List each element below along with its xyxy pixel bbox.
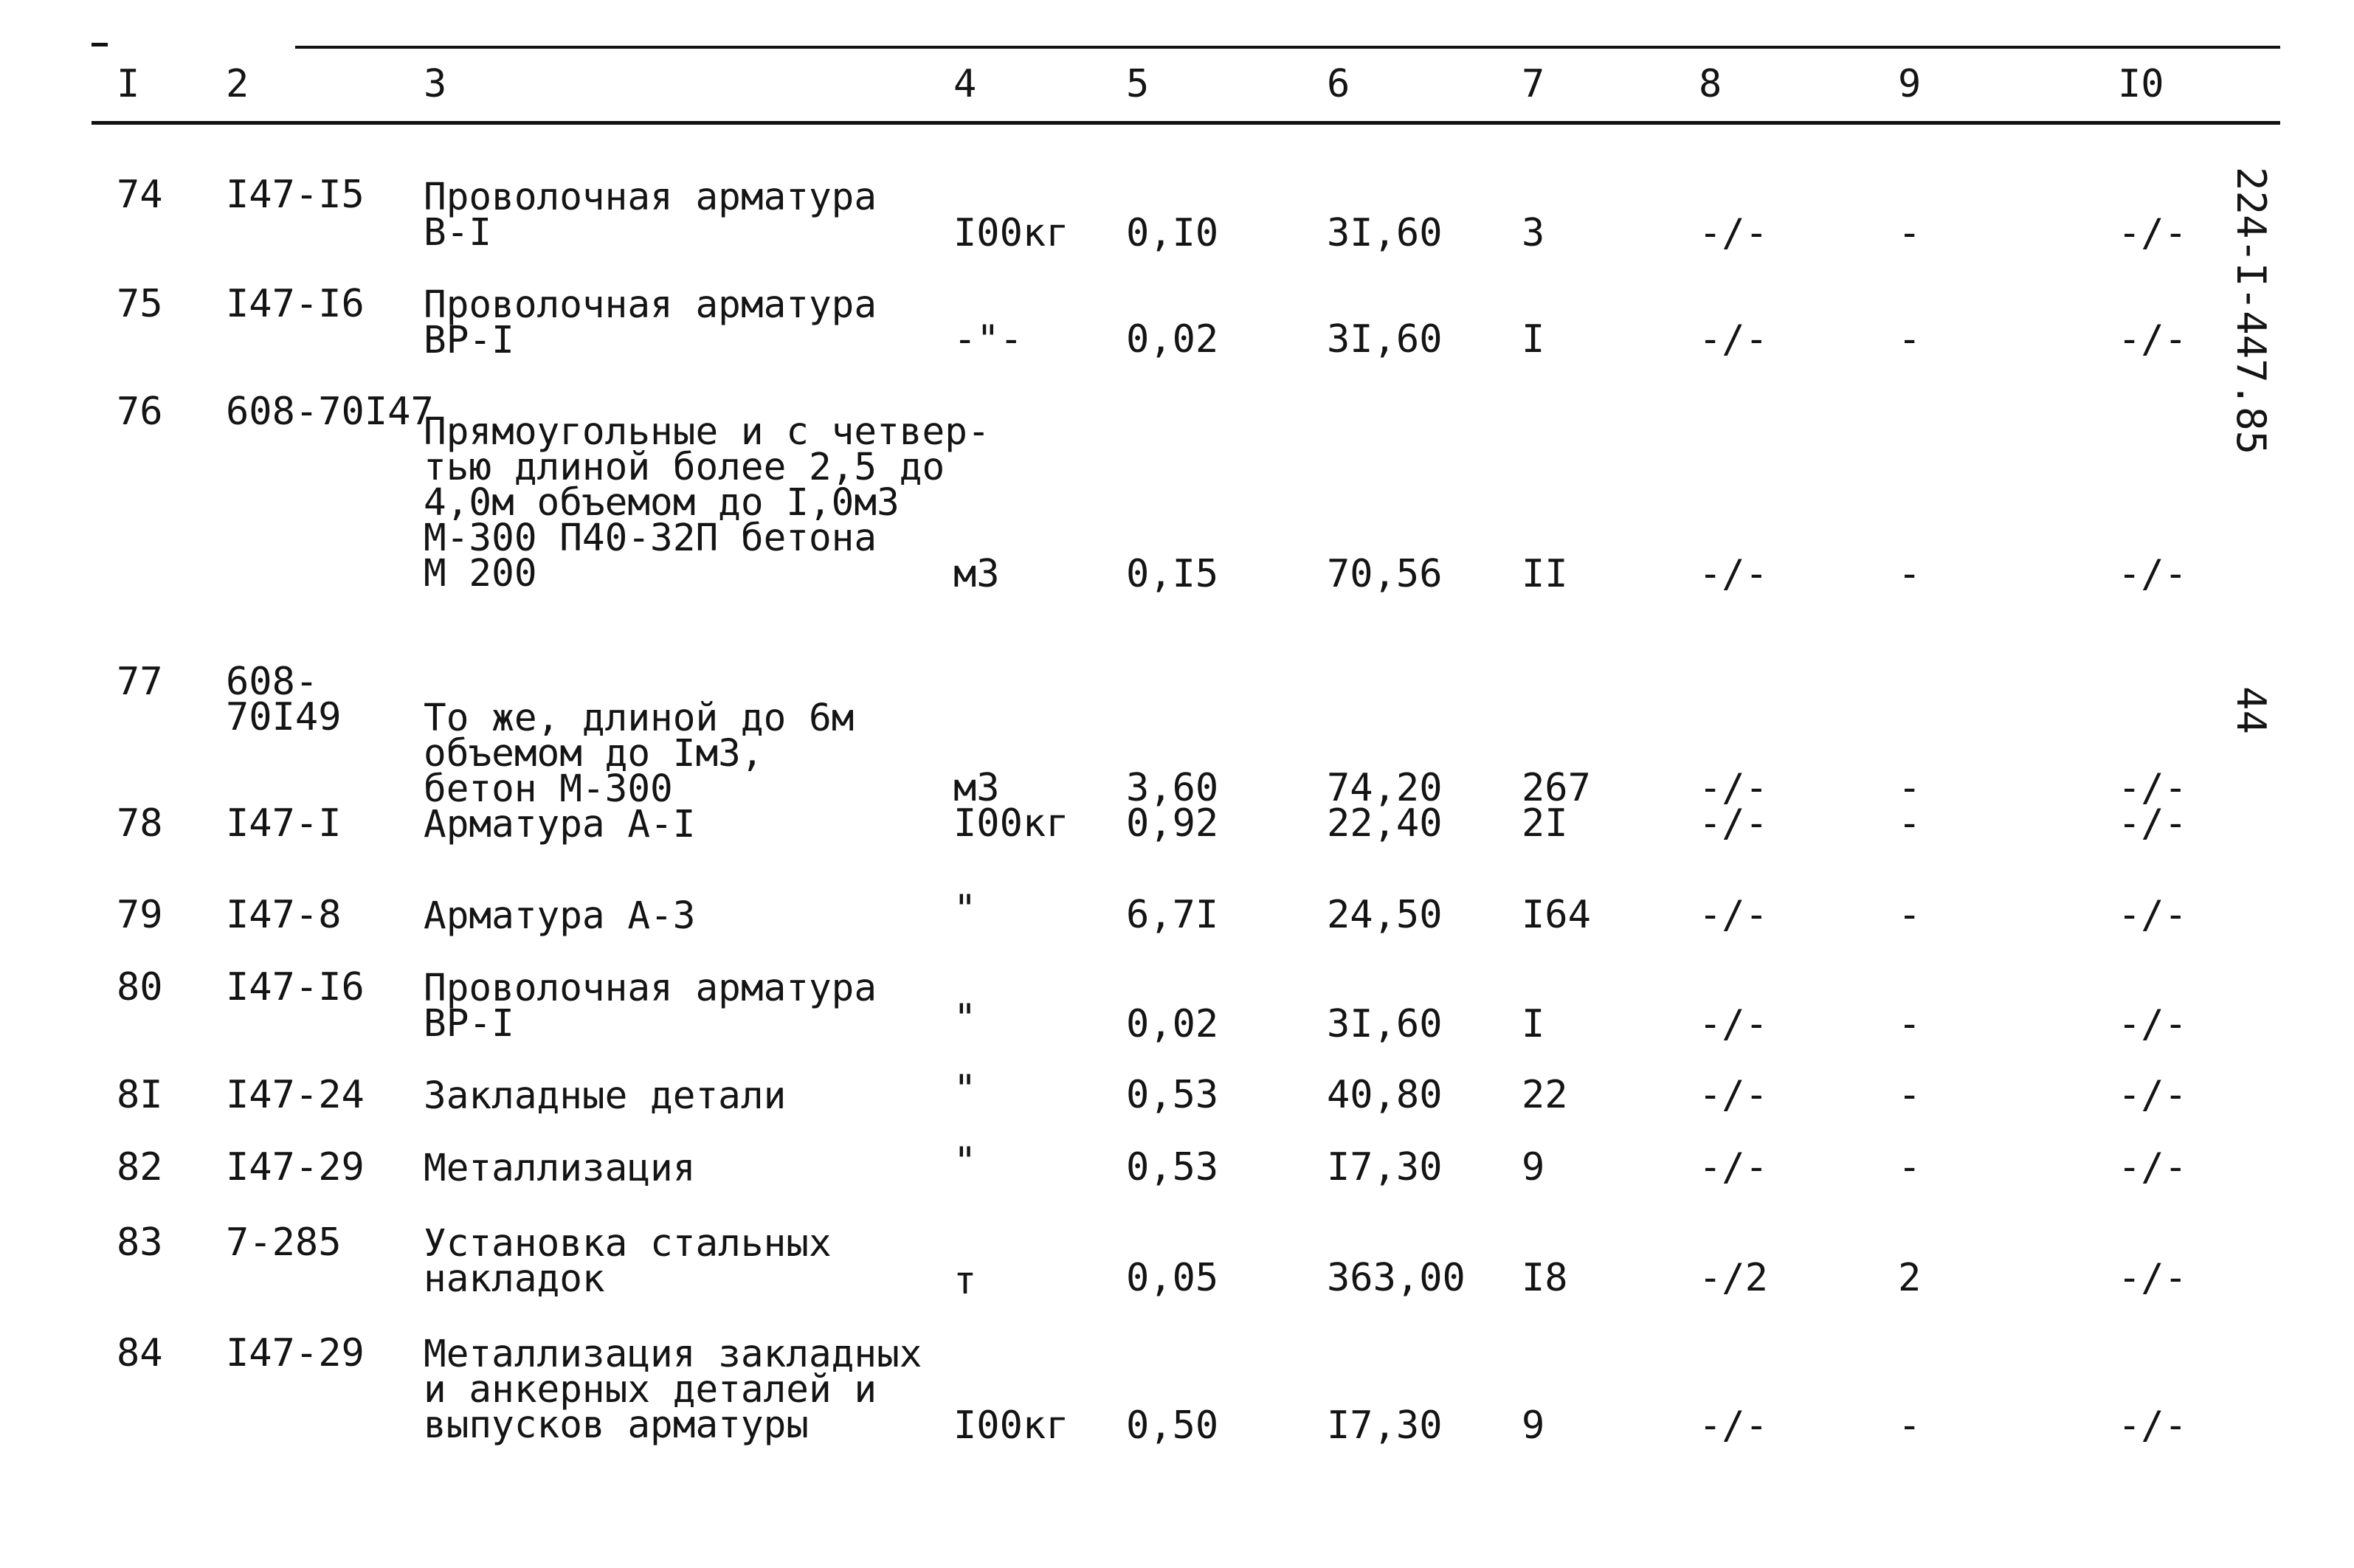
row-code: 608-70I47 — [226, 390, 434, 434]
row-unit: I00кг — [953, 211, 1069, 255]
row-col10: -/- — [2118, 1073, 2187, 1117]
page-number: 44 — [2228, 686, 2274, 735]
row-unit: " — [953, 1067, 977, 1111]
row-desc-line: ВР-I — [424, 319, 514, 362]
row-desc-line: Установка стальных — [424, 1222, 832, 1265]
row-desc-line: Арматура А-3 — [424, 894, 696, 938]
header-rule — [92, 121, 2280, 125]
row-desc-line: выпусков арматуры — [424, 1403, 809, 1447]
row-number: 75 — [117, 282, 163, 326]
row-qty: 0,50 — [1126, 1403, 1219, 1448]
row-number: 82 — [117, 1145, 163, 1189]
row-unit: " — [953, 996, 977, 1040]
row-total: II — [1522, 552, 1568, 596]
row-number: 77 — [117, 660, 163, 704]
col-header-7: 7 — [1522, 62, 1545, 106]
row-price: 363,00 — [1327, 1256, 1466, 1300]
row-desc-line: объемом до Iм3, — [424, 732, 764, 776]
row-code: I47-24 — [226, 1073, 365, 1117]
row-unit: I00кг — [953, 801, 1069, 846]
row-col9: - — [1898, 1073, 1922, 1117]
col-header-8: 8 — [1699, 62, 1722, 106]
row-unit: м3 — [953, 552, 1000, 596]
col-header-2: 2 — [226, 62, 249, 106]
row-col9: - — [1898, 1403, 1922, 1448]
row-desc-line: М 200 — [424, 552, 537, 595]
col-header-10: I0 — [2118, 62, 2164, 106]
row-qty: 0,I0 — [1126, 211, 1219, 255]
col-header-9: 9 — [1898, 62, 1922, 106]
row-col10: -/- — [2118, 893, 2187, 937]
row-code: I47-29 — [226, 1145, 365, 1189]
col-header-6: 6 — [1327, 62, 1350, 106]
row-col9: 2 — [1898, 1256, 1922, 1300]
row-desc-line: М-300 П40-32П бетона — [424, 517, 877, 560]
row-total: 22 — [1522, 1073, 1568, 1117]
row-number: 83 — [117, 1220, 163, 1265]
row-col10: -/- — [2118, 766, 2187, 810]
row-desc-line: Проволочная арматура — [424, 283, 877, 327]
row-col8: -/- — [1699, 893, 1768, 937]
row-col10: -/- — [2118, 1145, 2187, 1189]
row-col8: -/- — [1699, 552, 1768, 596]
row-col10: -/- — [2118, 317, 2187, 362]
row-qty: 0,05 — [1126, 1256, 1219, 1300]
top-rule — [295, 46, 2280, 49]
row-total: I64 — [1522, 893, 1591, 937]
row-total: 267 — [1522, 766, 1591, 810]
row-unit: " — [953, 887, 977, 931]
row-col8: -/- — [1699, 211, 1768, 255]
row-code: I47-I6 — [226, 282, 365, 326]
row-total: I8 — [1522, 1256, 1568, 1300]
row-price: 3I,60 — [1327, 1002, 1443, 1046]
col-header-4: 4 — [953, 62, 977, 106]
row-col8: -/- — [1699, 317, 1768, 362]
row-code: 608- — [226, 660, 319, 704]
row-unit: " — [953, 1139, 977, 1184]
row-number: 74 — [117, 173, 163, 217]
row-number: 80 — [117, 965, 163, 1009]
row-desc-line: накладок — [424, 1257, 605, 1301]
row-desc-line: тью длиной более 2,5 до — [424, 446, 945, 489]
row-desc-line: Закладные детали — [424, 1074, 787, 1118]
row-price: 22,40 — [1327, 801, 1443, 846]
row-col9: - — [1898, 1002, 1922, 1046]
row-qty: 0,I5 — [1126, 552, 1219, 596]
row-total: I — [1522, 1002, 1545, 1046]
row-desc-line: 4,0м объемом до I,0м3 — [424, 481, 900, 525]
row-desc-line: бетон М-300 — [424, 767, 673, 811]
row-qty: 6,7I — [1126, 893, 1219, 937]
col-header-1: I — [117, 62, 140, 106]
row-code: 70I49 — [226, 695, 342, 739]
row-col9: - — [1898, 766, 1922, 810]
corner-mark — [92, 43, 108, 46]
row-desc-line: Прямоугольные и с четвер- — [424, 410, 990, 454]
row-code: I47-8 — [226, 893, 342, 937]
row-number: 8I — [117, 1073, 163, 1117]
row-number: 76 — [117, 390, 163, 434]
row-col9: - — [1898, 893, 1922, 937]
row-number: 84 — [117, 1331, 163, 1375]
row-qty: 0,02 — [1126, 317, 1219, 362]
row-col10: -/- — [2118, 1256, 2187, 1300]
row-col10: -/- — [2118, 552, 2187, 596]
row-unit: т — [953, 1259, 977, 1303]
row-col8: -/- — [1699, 1002, 1768, 1046]
row-desc-line: Проволочная арматура — [424, 176, 877, 219]
document-code: 224-I-447.85 — [2228, 167, 2274, 455]
row-col10: -/- — [2118, 211, 2187, 255]
row-price: 3I,60 — [1327, 211, 1443, 255]
row-col8: -/- — [1699, 766, 1768, 810]
row-desc-line: Металлизация закладных — [424, 1333, 922, 1376]
row-qty: 0,53 — [1126, 1073, 1219, 1117]
row-unit: м3 — [953, 766, 1000, 810]
row-total: I — [1522, 317, 1545, 362]
row-desc-line: и анкерных деталей и — [424, 1368, 877, 1412]
row-price: 40,80 — [1327, 1073, 1443, 1117]
row-desc-line: Металлизация — [424, 1147, 696, 1190]
row-col10: -/- — [2118, 1002, 2187, 1046]
row-code: I47-29 — [226, 1331, 365, 1375]
row-col8: -/- — [1699, 801, 1768, 846]
row-col9: - — [1898, 801, 1922, 846]
row-code: I47-I5 — [226, 173, 365, 217]
row-price: I7,30 — [1327, 1403, 1443, 1448]
row-col8: -/2 — [1699, 1256, 1768, 1300]
row-desc-line: Арматура А-I — [424, 803, 696, 846]
row-code: I47-I — [226, 801, 342, 846]
col-header-3: 3 — [424, 62, 447, 106]
row-desc-line: В-I — [424, 211, 492, 255]
row-unit: -"- — [953, 317, 1023, 362]
row-number: 78 — [117, 801, 163, 846]
row-desc-line: То же, длиной до 6м — [424, 697, 855, 740]
row-price: 70,56 — [1327, 552, 1443, 596]
row-code: I47-I6 — [226, 965, 365, 1009]
row-qty: 3,60 — [1126, 766, 1219, 810]
row-desc-line: ВР-I — [424, 1002, 514, 1046]
row-col9: - — [1898, 1145, 1922, 1189]
row-price: 3I,60 — [1327, 317, 1443, 362]
row-unit: I00кг — [953, 1403, 1069, 1448]
row-qty: 0,53 — [1126, 1145, 1219, 1189]
row-desc-line: Проволочная арматура — [424, 967, 877, 1010]
row-code: 7-285 — [226, 1220, 342, 1265]
row-total: 9 — [1522, 1403, 1545, 1448]
row-total: 2I — [1522, 801, 1568, 846]
row-price: 24,50 — [1327, 893, 1443, 937]
row-col8: -/- — [1699, 1403, 1768, 1448]
row-qty: 0,02 — [1126, 1002, 1219, 1046]
row-col8: -/- — [1699, 1145, 1768, 1189]
row-price: 74,20 — [1327, 766, 1443, 810]
row-col9: - — [1898, 552, 1922, 596]
row-number: 79 — [117, 893, 163, 937]
row-total: 3 — [1522, 211, 1545, 255]
row-col10: -/- — [2118, 1403, 2187, 1448]
row-col8: -/- — [1699, 1073, 1768, 1117]
row-col9: - — [1898, 317, 1922, 362]
row-price: I7,30 — [1327, 1145, 1443, 1189]
row-col10: -/- — [2118, 801, 2187, 846]
row-total: 9 — [1522, 1145, 1545, 1189]
row-col9: - — [1898, 211, 1922, 255]
row-qty: 0,92 — [1126, 801, 1219, 846]
col-header-5: 5 — [1126, 62, 1150, 106]
